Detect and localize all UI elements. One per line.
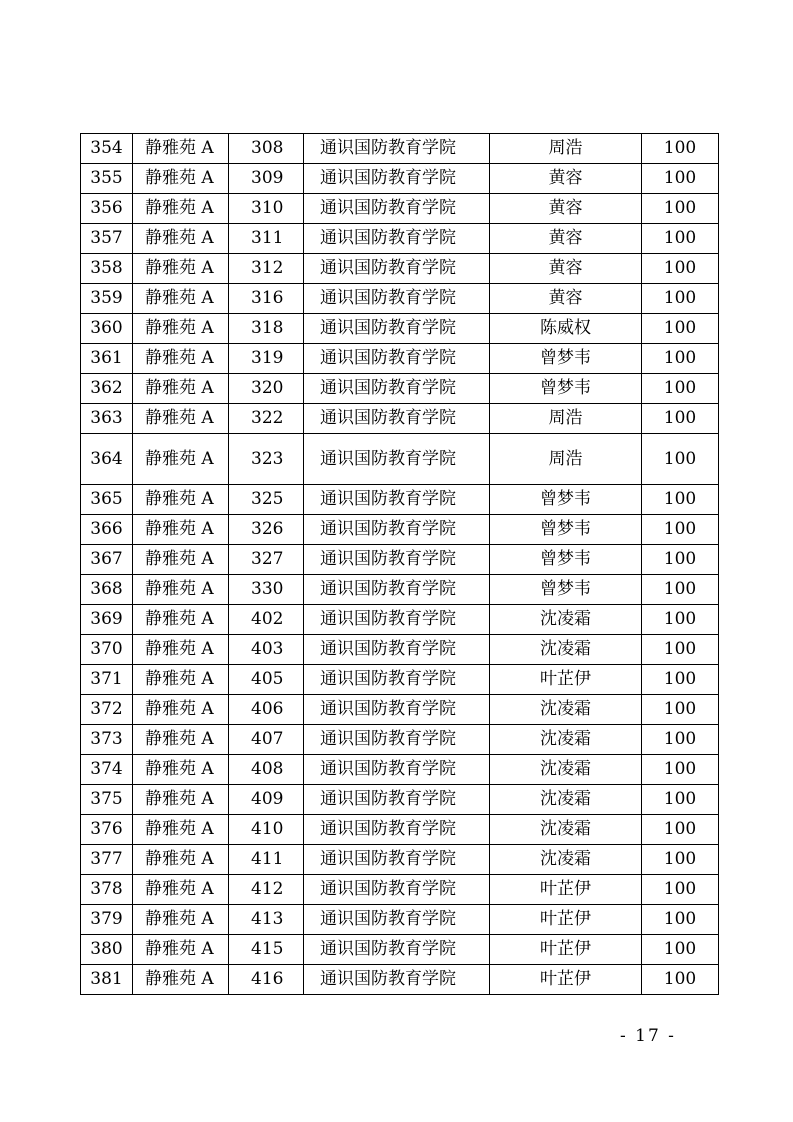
room-number-cell: 408 — [229, 755, 304, 785]
building-cell: 静雅苑 A — [133, 755, 229, 785]
score-cell: 100 — [642, 224, 719, 254]
building-cell: 静雅苑 A — [133, 194, 229, 224]
building-cell: 静雅苑 A — [133, 134, 229, 164]
responsible-person-cell: 曾梦韦 — [490, 545, 642, 575]
table-row — [81, 935, 719, 965]
row-number-cell: 358 — [81, 254, 133, 284]
building-cell: 静雅苑 A — [133, 434, 229, 485]
college-cell: 通识国防教育学院 — [304, 374, 490, 404]
row-number-cell: 374 — [81, 755, 133, 785]
college-cell: 通识国防教育学院 — [304, 284, 490, 314]
row-number-cell: 357 — [81, 224, 133, 254]
table-row — [81, 164, 719, 194]
responsible-person-cell: 黄容 — [490, 224, 642, 254]
room-number-cell: 326 — [229, 515, 304, 545]
responsible-person-cell: 叶芷伊 — [490, 665, 642, 695]
table-row — [81, 134, 719, 164]
table-row — [81, 515, 719, 545]
page-number: - 17 - — [620, 1026, 676, 1046]
row-number-cell: 356 — [81, 194, 133, 224]
row-number-cell: 377 — [81, 845, 133, 875]
college-cell: 通识国防教育学院 — [304, 134, 490, 164]
score-cell: 100 — [642, 875, 719, 905]
college-cell: 通识国防教育学院 — [304, 695, 490, 725]
room-number-cell: 318 — [229, 314, 304, 344]
responsible-person-cell: 沈凌霜 — [490, 785, 642, 815]
table-row — [81, 695, 719, 725]
responsible-person-cell: 黄容 — [490, 284, 642, 314]
row-number-cell: 362 — [81, 374, 133, 404]
row-number-cell: 361 — [81, 344, 133, 374]
college-cell: 通识国防教育学院 — [304, 845, 490, 875]
table-row — [81, 485, 719, 515]
room-number-cell: 416 — [229, 965, 304, 995]
row-number-cell: 364 — [81, 434, 133, 485]
college-cell: 通识国防教育学院 — [304, 905, 490, 935]
row-number-cell: 355 — [81, 164, 133, 194]
row-number-cell: 360 — [81, 314, 133, 344]
score-cell: 100 — [642, 695, 719, 725]
building-cell: 静雅苑 A — [133, 404, 229, 434]
table-row — [81, 815, 719, 845]
score-cell: 100 — [642, 194, 719, 224]
table-row — [81, 845, 719, 875]
table-body — [81, 134, 719, 995]
table-row — [81, 635, 719, 665]
table-row — [81, 344, 719, 374]
score-cell: 100 — [642, 134, 719, 164]
college-cell: 通识国防教育学院 — [304, 635, 490, 665]
building-cell: 静雅苑 A — [133, 725, 229, 755]
building-cell: 静雅苑 A — [133, 845, 229, 875]
responsible-person-cell: 叶芷伊 — [490, 875, 642, 905]
college-cell: 通识国防教育学院 — [304, 785, 490, 815]
score-cell: 100 — [642, 935, 719, 965]
score-cell: 100 — [642, 374, 719, 404]
building-cell: 静雅苑 A — [133, 344, 229, 374]
room-number-cell: 319 — [229, 344, 304, 374]
college-cell: 通识国防教育学院 — [304, 515, 490, 545]
row-number-cell: 378 — [81, 875, 133, 905]
building-cell: 静雅苑 A — [133, 815, 229, 845]
room-number-cell: 320 — [229, 374, 304, 404]
college-cell: 通识国防教育学院 — [304, 194, 490, 224]
score-cell: 100 — [642, 605, 719, 635]
row-number-cell: 375 — [81, 785, 133, 815]
table-row — [81, 404, 719, 434]
score-cell: 100 — [642, 575, 719, 605]
score-cell: 100 — [642, 905, 719, 935]
building-cell: 静雅苑 A — [133, 875, 229, 905]
responsible-person-cell: 黄容 — [490, 194, 642, 224]
row-number-cell: 368 — [81, 575, 133, 605]
responsible-person-cell: 沈凌霜 — [490, 635, 642, 665]
table-row — [81, 725, 719, 755]
score-cell: 100 — [642, 755, 719, 785]
building-cell: 静雅苑 A — [133, 695, 229, 725]
college-cell: 通识国防教育学院 — [304, 254, 490, 284]
responsible-person-cell: 陈威权 — [490, 314, 642, 344]
building-cell: 静雅苑 A — [133, 935, 229, 965]
table-row — [81, 905, 719, 935]
college-cell: 通识国防教育学院 — [304, 725, 490, 755]
building-cell: 静雅苑 A — [133, 374, 229, 404]
table-row — [81, 194, 719, 224]
dormitory-inspection-table — [80, 133, 719, 995]
responsible-person-cell: 沈凌霜 — [490, 605, 642, 635]
building-cell: 静雅苑 A — [133, 575, 229, 605]
room-number-cell: 325 — [229, 485, 304, 515]
score-cell: 100 — [642, 344, 719, 374]
score-cell: 100 — [642, 485, 719, 515]
row-number-cell: 369 — [81, 605, 133, 635]
table-row — [81, 605, 719, 635]
room-number-cell: 323 — [229, 434, 304, 485]
responsible-person-cell: 沈凌霜 — [490, 755, 642, 785]
table-row — [81, 434, 719, 485]
building-cell: 静雅苑 A — [133, 284, 229, 314]
room-number-cell: 405 — [229, 665, 304, 695]
college-cell: 通识国防教育学院 — [304, 344, 490, 374]
room-number-cell: 412 — [229, 875, 304, 905]
score-cell: 100 — [642, 434, 719, 485]
building-cell: 静雅苑 A — [133, 635, 229, 665]
college-cell: 通识国防教育学院 — [304, 224, 490, 254]
score-cell: 100 — [642, 725, 719, 755]
responsible-person-cell: 叶芷伊 — [490, 935, 642, 965]
room-number-cell: 411 — [229, 845, 304, 875]
room-number-cell: 308 — [229, 134, 304, 164]
responsible-person-cell: 叶芷伊 — [490, 965, 642, 995]
score-cell: 100 — [642, 164, 719, 194]
building-cell: 静雅苑 A — [133, 605, 229, 635]
score-cell: 100 — [642, 785, 719, 815]
college-cell: 通识国防教育学院 — [304, 665, 490, 695]
building-cell: 静雅苑 A — [133, 485, 229, 515]
building-cell: 静雅苑 A — [133, 785, 229, 815]
room-number-cell: 403 — [229, 635, 304, 665]
building-cell: 静雅苑 A — [133, 164, 229, 194]
score-cell: 100 — [642, 965, 719, 995]
table-row — [81, 224, 719, 254]
score-cell: 100 — [642, 815, 719, 845]
room-number-cell: 410 — [229, 815, 304, 845]
responsible-person-cell: 曾梦韦 — [490, 485, 642, 515]
table-row — [81, 875, 719, 905]
row-number-cell: 371 — [81, 665, 133, 695]
responsible-person-cell: 黄容 — [490, 254, 642, 284]
college-cell: 通识国防教育学院 — [304, 605, 490, 635]
score-cell: 100 — [642, 254, 719, 284]
row-number-cell: 370 — [81, 635, 133, 665]
college-cell: 通识国防教育学院 — [304, 314, 490, 344]
row-number-cell: 366 — [81, 515, 133, 545]
score-cell: 100 — [642, 845, 719, 875]
row-number-cell: 379 — [81, 905, 133, 935]
college-cell: 通识国防教育学院 — [304, 404, 490, 434]
table-row — [81, 374, 719, 404]
room-number-cell: 309 — [229, 164, 304, 194]
table-row — [81, 785, 719, 815]
building-cell: 静雅苑 A — [133, 515, 229, 545]
score-cell: 100 — [642, 284, 719, 314]
room-number-cell: 322 — [229, 404, 304, 434]
score-cell: 100 — [642, 314, 719, 344]
score-cell: 100 — [642, 545, 719, 575]
room-number-cell: 327 — [229, 545, 304, 575]
row-number-cell: 354 — [81, 134, 133, 164]
table-row — [81, 545, 719, 575]
room-number-cell: 330 — [229, 575, 304, 605]
room-number-cell: 413 — [229, 905, 304, 935]
table-row — [81, 755, 719, 785]
row-number-cell: 373 — [81, 725, 133, 755]
college-cell: 通识国防教育学院 — [304, 965, 490, 995]
row-number-cell: 365 — [81, 485, 133, 515]
college-cell: 通识国防教育学院 — [304, 875, 490, 905]
college-cell: 通识国防教育学院 — [304, 164, 490, 194]
responsible-person-cell: 曾梦韦 — [490, 374, 642, 404]
room-number-cell: 406 — [229, 695, 304, 725]
college-cell: 通识国防教育学院 — [304, 545, 490, 575]
table-row — [81, 665, 719, 695]
building-cell: 静雅苑 A — [133, 965, 229, 995]
college-cell: 通识国防教育学院 — [304, 434, 490, 485]
responsible-person-cell: 沈凌霜 — [490, 845, 642, 875]
college-cell: 通识国防教育学院 — [304, 815, 490, 845]
room-number-cell: 415 — [229, 935, 304, 965]
row-number-cell: 359 — [81, 284, 133, 314]
room-number-cell: 312 — [229, 254, 304, 284]
college-cell: 通识国防教育学院 — [304, 575, 490, 605]
table-row — [81, 284, 719, 314]
room-number-cell: 316 — [229, 284, 304, 314]
score-cell: 100 — [642, 404, 719, 434]
building-cell: 静雅苑 A — [133, 545, 229, 575]
responsible-person-cell: 沈凌霜 — [490, 725, 642, 755]
building-cell: 静雅苑 A — [133, 905, 229, 935]
row-number-cell: 367 — [81, 545, 133, 575]
responsible-person-cell: 曾梦韦 — [490, 515, 642, 545]
college-cell: 通识国防教育学院 — [304, 935, 490, 965]
score-cell: 100 — [642, 665, 719, 695]
row-number-cell: 363 — [81, 404, 133, 434]
room-number-cell: 402 — [229, 605, 304, 635]
row-number-cell: 372 — [81, 695, 133, 725]
responsible-person-cell: 沈凌霜 — [490, 695, 642, 725]
score-cell: 100 — [642, 515, 719, 545]
room-number-cell: 310 — [229, 194, 304, 224]
responsible-person-cell: 曾梦韦 — [490, 344, 642, 374]
table-row — [81, 965, 719, 995]
building-cell: 静雅苑 A — [133, 224, 229, 254]
building-cell: 静雅苑 A — [133, 254, 229, 284]
college-cell: 通识国防教育学院 — [304, 485, 490, 515]
responsible-person-cell: 沈凌霜 — [490, 815, 642, 845]
row-number-cell: 376 — [81, 815, 133, 845]
score-cell: 100 — [642, 635, 719, 665]
responsible-person-cell: 周浩 — [490, 434, 642, 485]
table-row — [81, 254, 719, 284]
responsible-person-cell: 周浩 — [490, 134, 642, 164]
college-cell: 通识国防教育学院 — [304, 755, 490, 785]
row-number-cell: 381 — [81, 965, 133, 995]
room-number-cell: 311 — [229, 224, 304, 254]
building-cell: 静雅苑 A — [133, 314, 229, 344]
room-number-cell: 407 — [229, 725, 304, 755]
row-number-cell: 380 — [81, 935, 133, 965]
responsible-person-cell: 曾梦韦 — [490, 575, 642, 605]
responsible-person-cell: 叶芷伊 — [490, 905, 642, 935]
table-row — [81, 314, 719, 344]
table-row — [81, 575, 719, 605]
responsible-person-cell: 周浩 — [490, 404, 642, 434]
building-cell: 静雅苑 A — [133, 665, 229, 695]
responsible-person-cell: 黄容 — [490, 164, 642, 194]
room-number-cell: 409 — [229, 785, 304, 815]
